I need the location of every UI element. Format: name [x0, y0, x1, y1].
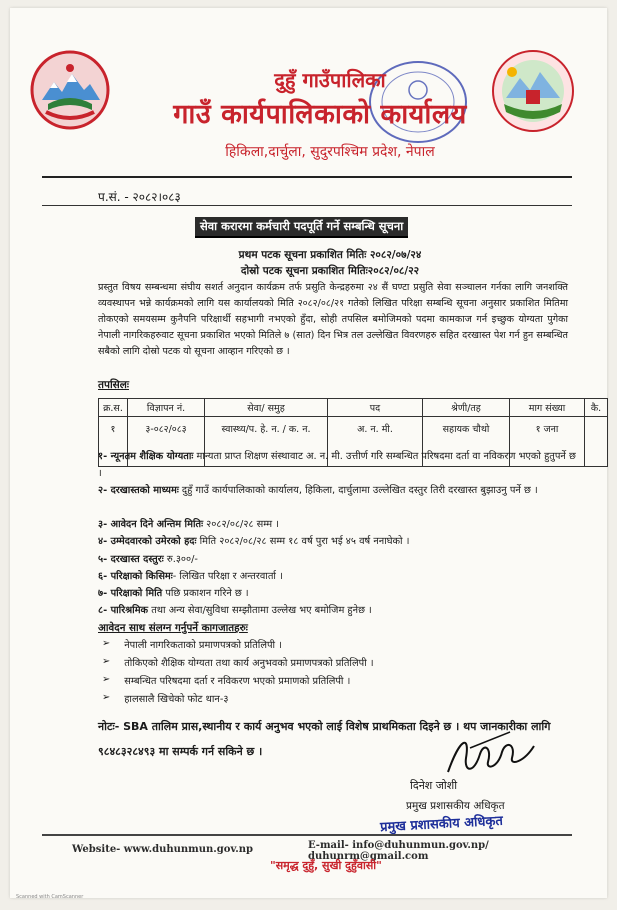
ref-rule [42, 205, 572, 206]
condition-label: ६- परिक्षाको किसिमः [98, 571, 173, 582]
cell-remarks [585, 417, 608, 467]
condition-text: रु.३००/- [163, 554, 198, 565]
municipality-name: दुहुँ गाउँपालिका [274, 68, 386, 92]
document-text: हालसालै खिचेको फोट थान-३ [124, 694, 229, 705]
reference-number: प.सं. - २०८२।०८३ [98, 190, 181, 204]
signatory-name: दिनेश जोशी [410, 779, 458, 792]
list-item [102, 638, 282, 651]
arrow-bullet-icon: ➢ [102, 638, 111, 649]
condition-item [98, 568, 578, 585]
condition-item [98, 551, 578, 568]
cell-service-group: स्वास्थ्य/प. हे. न. / क. न. [205, 417, 328, 467]
col-demand: माग संख्या [510, 399, 585, 417]
scanner-watermark: Scanned with CamScanner [16, 894, 84, 900]
condition-label: ४- उम्मेदवारको उमेरको हदः [98, 536, 197, 547]
table-header-row [99, 399, 608, 417]
designation-stamp: प्रमुख प्रशासकीय अधिकृत [379, 813, 504, 836]
col-post: पद [328, 399, 423, 417]
col-service-group: सेवा/ समुह [205, 399, 328, 417]
details-heading: तपसिलः [98, 379, 130, 391]
cell-serial: १ [99, 417, 128, 467]
condition-item [98, 602, 578, 619]
condition-label: १- न्यूनतम शैक्षिक योग्यताः [98, 451, 194, 462]
condition-text: मिति २०८२/०८/२८ सम्म १८ वर्ष पुरा भई ४५ वर्ष ननाघेको । [196, 536, 410, 547]
condition-text: - लिखित परिक्षा र अन्तरवार्ता । [172, 571, 283, 582]
footer-rule [42, 834, 572, 836]
cell-post: अ. न. मी. [328, 417, 423, 467]
list-item [102, 656, 374, 669]
signatory-title: प्रमुख प्रशासकीय अधिकृत [406, 800, 505, 812]
condition-item [98, 533, 578, 550]
list-item [102, 692, 228, 705]
condition-text: दुहुँ गाउँ कार्यपालिकाको कार्यालय, हिकिला, दार्चुलामा उल्लेखित दस्तुर तिरी दरखास्त बुझाउनु पर्ने छ । [178, 485, 538, 496]
notice-paragraph: प्रस्तुत विषय सम्बन्धमा संघीय सशर्त अनुदान कार्यक्रम तर्फ प्रसुति केन्द्रहरुमा २४ सैं घण्टा प्रसुति सेवा सञ्चालन गर्नका लागि जनशक्ति व्यवस्थापन भन्ने कार्यक्रमको लागि यस कार्यालयको मिति २०८२/०८/२१ गतेको लिखित परिक्षा सम्बन्धि सूचना अनुसार प्रकाशित मितिमा तोकएको समयसम्म कुनैपनि परिक्षार्थी सहभागी नभएको हुँदा, सोही तपसिल बमोजिमको पदमा कामकाज गर्न इच्छुक योग्यता पुगेका नेपाली नागरिकहरुवाट सूचना प्रकाशित भएको मितिले ७ (सात) दिन भित्र तल उल्लेखित विवरणहरु सहित दरखास्त पेश गर्न हुन सम्बन्धित सबैको लागि दोस्रो पटक यो सूचना आव्हान गरिएको छ । [98, 282, 568, 357]
condition-label: ३- आवेदन दिने अन्तिम मितिः [98, 519, 204, 530]
nepal-emblem-logo [28, 48, 112, 136]
document-text: तोकिएको शैक्षिक योग्यता तथा कार्य अनुभवको प्रमाणपत्रको प्रतिलिपी । [124, 658, 374, 669]
arrow-bullet-icon: ➢ [102, 692, 111, 703]
cell-level: सहायक चौथो [423, 417, 510, 467]
condition-label: ७- परिक्षाको मिति [98, 588, 163, 599]
website-link[interactable]: Website- www.duhunmun.gov.np [72, 844, 254, 855]
note-text: नोटः- SBA तालिम प्रास,स्थानीय र कार्य अनुभव भएको लाई विशेष प्राथमिकता दिइने छ । थप जानकारीका लागि ९८४८३२८४९३ मा सम्पर्क गर्न सकिने छ । [98, 720, 551, 758]
col-ad-number: विज्ञापन नं. [128, 399, 205, 417]
condition-item [98, 585, 578, 602]
condition-text: पछि प्रकाशन गरिने छ । [162, 588, 249, 599]
condition-label: २- दरखास्तको माध्यमः [98, 485, 179, 496]
slogan: "समृद्ध दुहुँ, सुखी दुहुँवासी" [270, 859, 382, 872]
arrow-bullet-icon: ➢ [102, 656, 111, 667]
documents-heading: आवेदन साथ संलग्न गर्नुपर्ने कागजातहरुः [98, 622, 248, 634]
document-text: सम्बन्धित परिषदमा दर्ता र नविकरण भएको प्रमाणको प्रतिलिपी । [124, 676, 351, 687]
condition-text: २०८२/०८/२८ सम्म । [203, 519, 279, 530]
second-publication-date: दोस्रो पटक सूचना प्रकाशित मितिः२०८२/०८/२२ [240, 265, 420, 277]
office-address: हिकिला,दार्चुला, सुदुरपश्चिम प्रदेश, नेपाल [225, 144, 435, 160]
col-serial: क्र.स. [99, 399, 128, 417]
notice-subject: सेवा करारमा कर्मचारी पदपूर्ति गर्ने सम्बन्धि सूचना [195, 217, 408, 238]
document-text: नेपाली नागरिकताको प्रमाणपत्रको प्रतिलिपी । [124, 640, 282, 651]
first-publication-date: प्रथम पटक सूचना प्रकाशित मितिः २०८२/०७/२४ [238, 249, 422, 261]
condition-item [98, 516, 578, 533]
condition-text: तथा अन्य सेवा/सुविधा सम्झौतामा उल्लेख भए बमोजिम हुनेछ । [148, 605, 372, 616]
cell-ad-number: ३-०८२/०८३ [128, 417, 205, 467]
list-item [102, 674, 350, 687]
office-name: गाउँ कार्यपालिकाको कार्यालय [173, 99, 467, 130]
col-level: श्रेणी/तह [423, 399, 510, 417]
col-remarks: कै. [585, 399, 608, 417]
condition-label: ८- पारिश्रमिक [98, 605, 149, 616]
arrow-bullet-icon: ➢ [102, 674, 111, 685]
email-link[interactable]: E-mail- info@duhunmun.gov.np/ duhunrm@gmail.com [308, 840, 489, 862]
cell-demand: १ जना [510, 417, 585, 467]
notice-page [10, 8, 607, 898]
municipality-logo [490, 48, 576, 138]
header-rule [42, 176, 572, 178]
condition-label: ५- दरखास्त दस्तुरः [98, 554, 164, 565]
condition-text: मान्यता प्राप्त शिक्षण संस्थावाट अ. न. मी. उत्तीर्ण गरि सम्बन्धित परिषदमा दर्ता वा नविकरण भएको हुतुपर्ने छ । [98, 451, 576, 479]
condition-item [98, 448, 578, 482]
condition-item [98, 482, 578, 499]
